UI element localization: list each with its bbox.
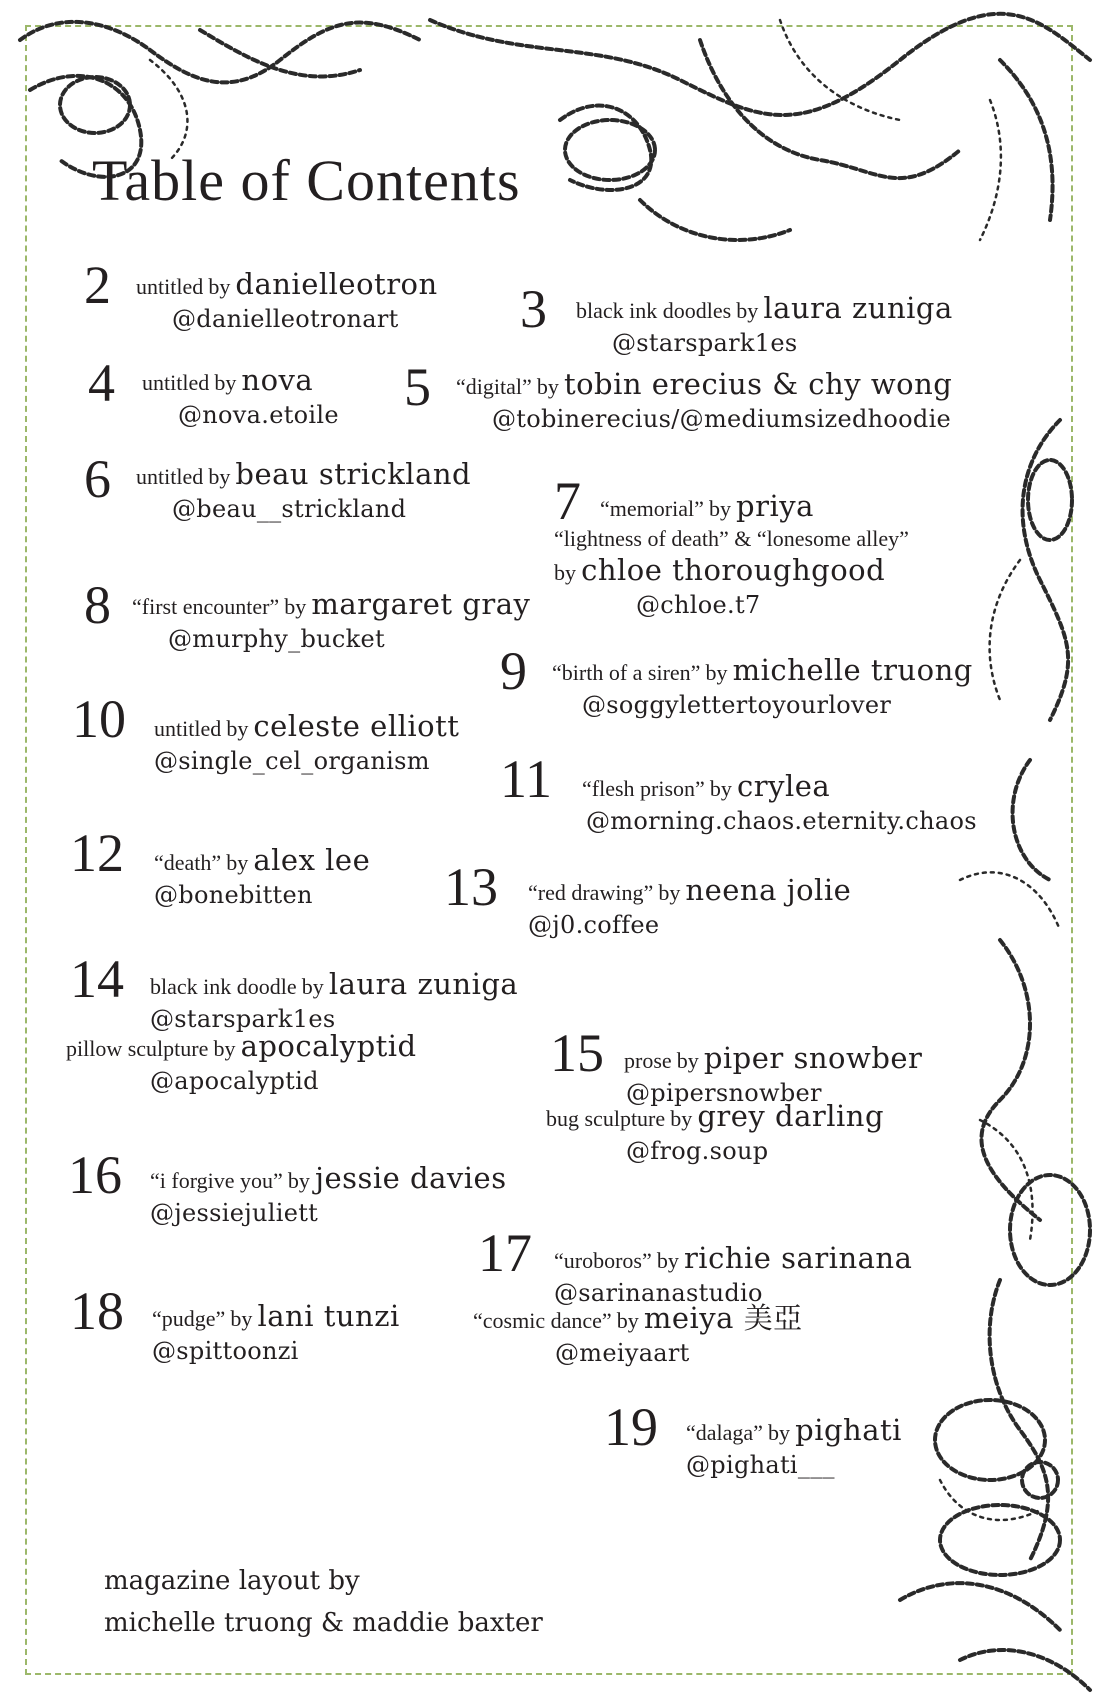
page-number: 3 [520, 279, 547, 339]
credit-label: “digital” [456, 374, 532, 399]
credit-label: “first encounter” [132, 594, 280, 619]
by-word: by [768, 1420, 791, 1445]
by-word: by [616, 1308, 639, 1333]
by-word: by [708, 496, 731, 521]
artist-name: alex lee [253, 843, 371, 877]
credit-label: untitled [154, 716, 222, 741]
page-number: 14 [70, 949, 124, 1009]
by-word: by [301, 974, 324, 999]
by-word: by [226, 716, 249, 741]
artist-handle[interactable]: @chloe.t7 [636, 591, 761, 619]
page-number: 15 [550, 1023, 604, 1083]
artist-name: danielleotron [235, 267, 438, 301]
artist-handle[interactable]: @spittoonzi [152, 1337, 299, 1365]
page-number: 12 [70, 823, 124, 883]
page-number: 5 [404, 357, 431, 417]
by-word: by [656, 1248, 679, 1273]
artist-name: jessie davies [314, 1161, 507, 1195]
artist-handle[interactable]: @sarinanastudio [554, 1279, 763, 1307]
credit-label: untitled [136, 464, 204, 489]
artist-name: beau strickland [235, 457, 472, 491]
artist-name: margaret gray [311, 587, 531, 621]
artist-handle[interactable]: @apocalyptid [150, 1067, 319, 1095]
page-number: 19 [604, 1397, 658, 1457]
page-number: 7 [554, 471, 581, 531]
credit-label: pillow sculpture [66, 1036, 209, 1061]
artist-name: celeste elliott [253, 709, 460, 743]
artist-handle[interactable]: @pipersnowber [626, 1079, 822, 1107]
artist-handle[interactable]: @beau__strickland [172, 495, 407, 523]
artist-handle[interactable]: @morning.chaos.eternity.chaos [586, 807, 977, 835]
artist-name: meiya 美亞 [643, 1301, 803, 1335]
by-word: by [226, 850, 249, 875]
artist-name: nova [241, 363, 314, 397]
page-number: 9 [500, 641, 527, 701]
credit-label: “red drawing” [528, 880, 654, 905]
credit-label: “dalaga” [686, 1420, 763, 1445]
artist-handle[interactable]: @danielleotronart [172, 305, 399, 333]
artist-handle[interactable]: @tobinerecius/@mediumsizedhoodie [492, 405, 952, 433]
page-number: 18 [70, 1281, 124, 1341]
artist-name: tobin erecius & chy wong [563, 367, 953, 401]
credit-label: “pudge” [152, 1306, 226, 1331]
credit-label: “uroboros” [554, 1248, 652, 1273]
artist-handle[interactable]: @jessiejuliett [150, 1199, 319, 1227]
by-word: by [213, 1036, 236, 1061]
by-word: by [658, 880, 681, 905]
page-number: 4 [88, 353, 115, 413]
credit-label: “memorial” [600, 496, 704, 521]
artist-name: michelle truong [732, 653, 973, 687]
layout-credit-line-2: michelle truong & maddie baxter [104, 1608, 543, 1638]
page-number: 17 [478, 1223, 532, 1283]
credit-label: “flesh prison” [582, 776, 705, 801]
page-title: Table of Contents [92, 148, 521, 213]
by-word: by [287, 1168, 310, 1193]
artist-handle[interactable]: @starspark1es [150, 1005, 336, 1033]
credit-label: “birth of a siren” [552, 660, 701, 685]
page-number: 13 [444, 857, 498, 917]
artist-name: piper snowber [703, 1041, 923, 1075]
artist-name: pighati [795, 1413, 902, 1447]
by-word: by [554, 560, 576, 585]
by-word: by [670, 1106, 693, 1131]
by-word: by [214, 370, 237, 395]
artist-handle[interactable]: @j0.coffee [528, 911, 660, 939]
artist-name: laura zuniga [328, 967, 519, 1001]
credit-label: prose [624, 1048, 672, 1073]
page-number: 16 [68, 1145, 122, 1205]
artist-handle[interactable]: @soggylettertoyourlover [582, 691, 892, 719]
artist-name: grey darling [697, 1099, 885, 1133]
page-number: 2 [84, 255, 111, 315]
artist-name: priya [736, 489, 814, 523]
artist-handle[interactable]: @single_cel_organism [154, 747, 430, 775]
artist-handle[interactable]: @bonebitten [154, 881, 313, 909]
by-word: by [230, 1306, 253, 1331]
by-word: by [208, 464, 231, 489]
artist-name: richie sarinana [683, 1241, 913, 1275]
credit-label: untitled [136, 274, 204, 299]
page-number: 8 [84, 575, 111, 635]
artist-handle[interactable]: @murphy_bucket [168, 625, 385, 653]
artist-name: lani tunzi [257, 1299, 400, 1333]
layout-credit [104, 1560, 543, 1644]
artist-handle[interactable]: @nova.etoile [178, 401, 339, 429]
artist-handle[interactable]: @pighati___ [686, 1451, 835, 1479]
by-word: by [736, 298, 759, 323]
artist-name: laura zuniga [763, 291, 953, 325]
by-word: by [536, 374, 559, 399]
artist-handle[interactable]: @starspark1es [612, 329, 798, 357]
by-word: by [208, 274, 231, 299]
artist-handle[interactable]: @frog.soup [626, 1137, 769, 1165]
credit-label: “lightness of death” & “lonesome alley” [554, 526, 909, 551]
artist-handle[interactable]: @meiyaart [555, 1339, 690, 1367]
layout-credit-line-1: magazine layout by [104, 1566, 360, 1596]
credit-label: untitled [142, 370, 210, 395]
by-word: by [705, 660, 728, 685]
credit-label: bug sculpture [546, 1106, 666, 1131]
artist-name: crylea [736, 769, 831, 803]
credit-label: “cosmic dance” [473, 1308, 612, 1333]
by-word: by [284, 594, 307, 619]
artist-name: neena jolie [685, 873, 852, 907]
credit-label: “i forgive you” [150, 1168, 283, 1193]
page-number: 6 [84, 449, 111, 509]
by-word: by [676, 1048, 699, 1073]
page-number: 10 [72, 689, 126, 749]
artist-name: apocalyptid [240, 1029, 417, 1063]
credit-label: black ink doodle [150, 974, 297, 999]
page-number: 11 [500, 749, 552, 809]
by-word: by [709, 776, 732, 801]
credit-label: black ink doodles [576, 298, 732, 323]
artist-name: chloe thoroughgood [581, 553, 886, 587]
credit-label: “death” [154, 850, 222, 875]
